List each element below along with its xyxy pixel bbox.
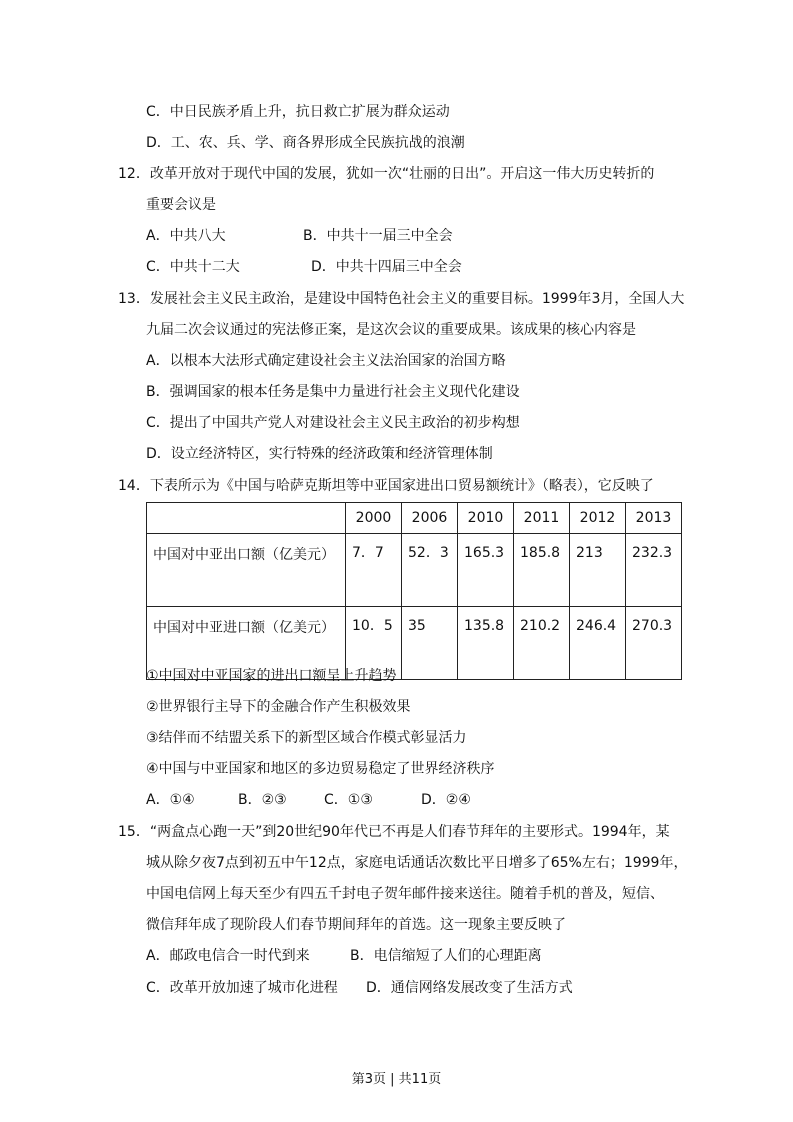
q13-stem-line1: 13．发展社会主义民主政治，是建设中国特色社会主义的重要目标。1999年3月，全国人大 [118, 291, 685, 307]
table-cell [346, 534, 402, 607]
cell-value: 52．3 [408, 545, 449, 561]
cell-value: 210.2 [520, 618, 561, 634]
q14-stem-line1: 14．下表所示为《中国与哈萨克斯坦等中亚国家进出口贸易额统计》（略表），它反映了 [118, 478, 654, 494]
table-cell [402, 607, 458, 680]
cell-value: 232.3 [632, 545, 673, 561]
q15-option-c: C．改革开放加速了城市化进程 [146, 980, 338, 996]
q14-option-d: D．②④ [421, 792, 471, 808]
table-corner-cell [147, 503, 346, 534]
q14-statement-3: ③结伴而不结盟关系下的新型区域合作模式彰显活力 [146, 730, 467, 746]
q11-option-c: C．中日民族矛盾上升，抗日救亡扩展为群众运动 [146, 104, 450, 120]
q14-statement-4: ④中国与中亚国家和地区的多边贸易稳定了世界经济秩序 [146, 761, 495, 777]
q14-option-c: C．①③ [324, 792, 373, 808]
cell-value: 185.8 [520, 545, 561, 561]
table-cell [514, 607, 570, 680]
q13-option-b: B．强调国家的根本任务是集中力量进行社会主义现代化建设 [146, 384, 520, 400]
table-cell [514, 534, 570, 607]
q12-option-c: C．中共十二大 [146, 259, 240, 275]
q13-option-d: D．设立经济特区，实行特殊的经济政策和经济管理体制 [146, 446, 493, 462]
q15-stem-line4: 微信拜年成了现阶段人们春节期间拜年的首选。这一现象主要反映了 [146, 917, 566, 933]
table-cell [570, 607, 626, 680]
q15-option-d: D．通信网络发展改变了生活方式 [366, 980, 573, 996]
year-header: 2010 [458, 503, 514, 534]
q14-statement-2: ②世界银行主导下的金融合作产生积极效果 [146, 699, 411, 715]
table-cell [458, 534, 514, 607]
year-header: 2011 [514, 503, 570, 534]
row-label-export: 中国对中亚出口额（亿美元） [147, 534, 346, 607]
q14-option-a: A．①④ [146, 792, 195, 808]
q15-option-b: B．电信缩短了人们的心理距离 [350, 948, 542, 964]
q11-option-d: D．工、农、兵、学、商各界形成全民族抗战的浪潮 [146, 135, 465, 151]
q14-statement-1: ①中国对中亚国家的进出口额呈上升趋势 [146, 668, 397, 684]
table-cell [402, 534, 458, 607]
table-cell [458, 607, 514, 680]
cell-value: 7．7 [352, 545, 384, 561]
table-cell [570, 534, 626, 607]
year-header: 2012 [570, 503, 626, 534]
year-header: 2000 [346, 503, 402, 534]
table-cell [626, 534, 682, 607]
year-header: 2013 [626, 503, 682, 534]
cell-value: 10．5 [352, 618, 393, 634]
cell-value: 270.3 [632, 618, 673, 634]
q14-option-b: B．②③ [238, 792, 287, 808]
q13-option-c: C．提出了中国共产党人对建设社会主义民主政治的初步构想 [146, 415, 520, 431]
q15-stem-line1: 15．“两盒点心跑一天”到20世纪90年代已不再是人们春节拜年的主要形式。1994年，某 [118, 824, 670, 840]
year-header: 2006 [402, 503, 458, 534]
table-header-row [147, 503, 682, 534]
trade-table [146, 502, 682, 680]
q13-stem-line2: 九届二次会议通过的宪法修正案，是这次会议的重要成果。该成果的核心内容是 [146, 322, 636, 338]
q15-stem-line3: 中国电信网上每天至少有四五千封电子贺年邮件接来送往。随着手机的普及，短信、 [146, 886, 664, 902]
q15-option-a: A．邮政电信合一时代到来 [146, 948, 310, 964]
cell-value: 213 [576, 545, 603, 561]
q12-option-a: A．中共八大 [146, 228, 226, 244]
cell-value: 165.3 [464, 545, 505, 561]
table-cell [626, 607, 682, 680]
q12-stem-line1: 12．改革开放对于现代中国的发展，犹如一次“壮丽的日出”。开启这一伟大历史转折的 [118, 166, 655, 182]
q15-stem-line2: 城从除夕夜7点到初五中午12点，家庭电话通话次数比平日增多了65%左右；1999年， [146, 855, 688, 871]
q12-option-d: D．中共十四届三中全会 [311, 259, 462, 275]
q12-stem-line2: 重要会议是 [146, 197, 216, 213]
cell-value: 246.4 [576, 618, 617, 634]
q13-option-a: A．以根本大法形式确定建设社会主义法治国家的治国方略 [146, 353, 506, 369]
page-footer: 第3页 | 共11页 [351, 1072, 442, 1087]
q12-option-b: B．中共十一届三中全会 [303, 228, 453, 244]
cell-value: 35 [408, 618, 426, 634]
table-row-export [147, 534, 682, 607]
cell-value: 135.8 [464, 618, 505, 634]
row-label-import: 中国对中亚进口额（亿美元） [147, 607, 346, 680]
